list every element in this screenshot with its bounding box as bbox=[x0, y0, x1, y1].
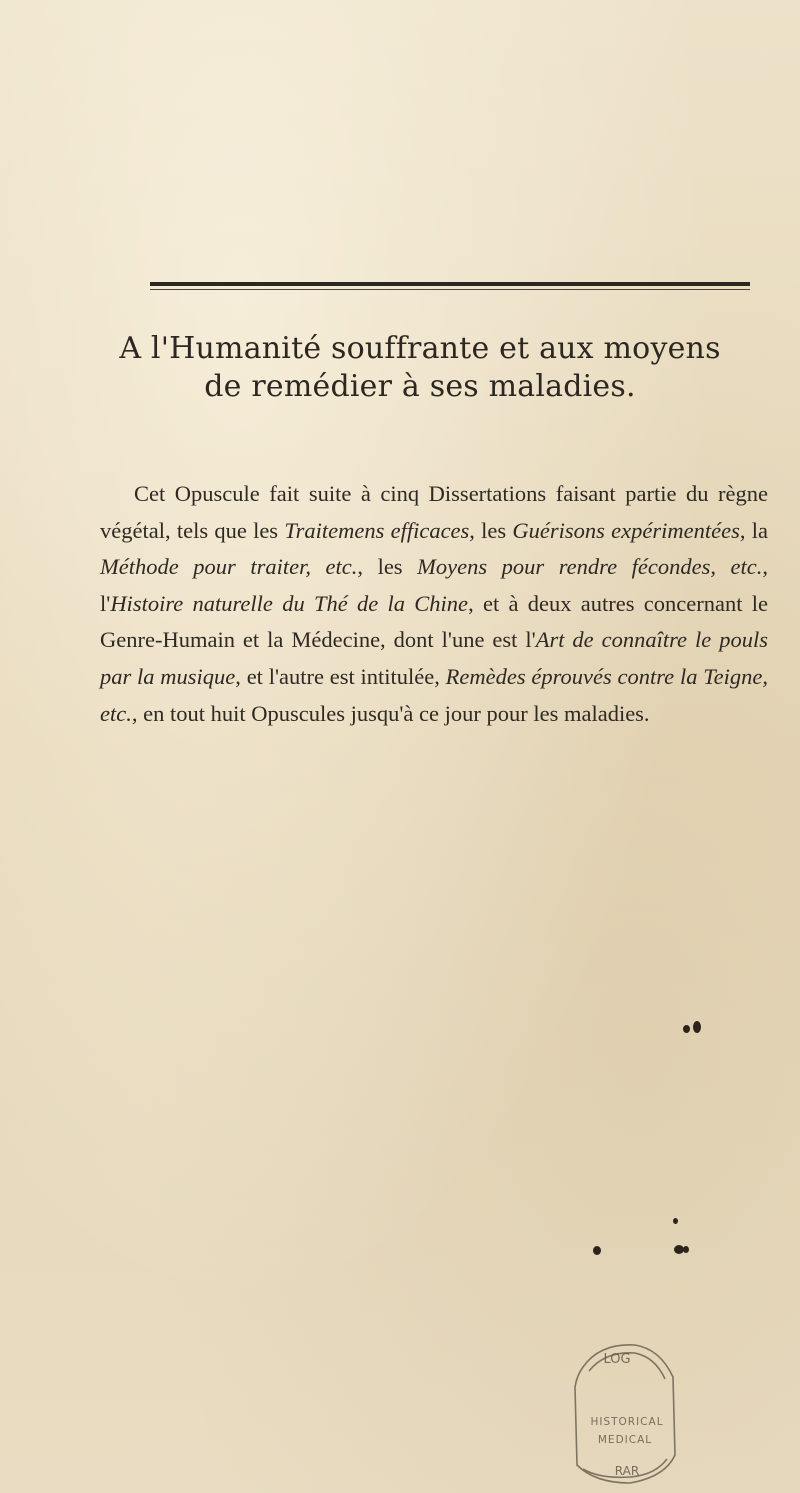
stamp-text-bottom: RAR bbox=[614, 1464, 640, 1478]
dedication-heading bbox=[60, 330, 780, 406]
text-segment: Cet Opuscule fait suite à cinq Dissertations faisant partie du règne végétal, tels que les bbox=[100, 481, 768, 543]
text-segment: , l' bbox=[100, 554, 768, 616]
title-traitemens: Traitemens efficaces bbox=[284, 517, 470, 543]
title-moyens: Moyens pour rendre fécondes, etc. bbox=[417, 554, 763, 580]
stamp-text-top: LOG bbox=[603, 1352, 631, 1367]
dedication-line-1: A l'Humanité souffrante et aux moyens bbox=[119, 331, 721, 366]
top-rule-thin bbox=[150, 289, 750, 290]
text-segment: , et l'autre est intitulée, bbox=[235, 663, 446, 689]
title-remedes: Remèdes éprouvés contre la Teigne, etc. bbox=[100, 663, 769, 726]
ink-spot bbox=[593, 1246, 601, 1255]
title-methode: Méthode pour traiter, etc. bbox=[100, 554, 358, 580]
body-paragraph bbox=[100, 476, 768, 732]
text-segment: , les bbox=[357, 554, 418, 580]
text-segment: , et à deux autres concernant le Genre-Humain et la Médecine, dont l'une est l' bbox=[100, 590, 768, 653]
stamp-text-line2: MEDICAL bbox=[597, 1434, 653, 1446]
ink-spot bbox=[683, 1246, 689, 1253]
title-histoire: Histoire naturelle du Thé de la Chine bbox=[110, 590, 469, 616]
dedication-line-2: de remédier à ses maladies. bbox=[204, 369, 636, 404]
text-segment: , en tout huit Opuscules jusqu'à ce jour pour les maladies. bbox=[131, 700, 650, 726]
stamp-text-line1: HISTORICAL bbox=[590, 1416, 664, 1428]
ink-spot bbox=[683, 1025, 690, 1033]
title-guerisons: Guérisons expérimentées bbox=[512, 517, 740, 543]
ink-spot bbox=[673, 1218, 678, 1224]
top-rule-thick bbox=[150, 282, 750, 286]
text-segment: , la bbox=[739, 517, 768, 543]
library-stamp bbox=[555, 1337, 685, 1487]
ink-spot bbox=[693, 1021, 701, 1033]
text-segment: , les bbox=[469, 517, 513, 543]
title-art-pouls: Art de connaître le pouls par la musique bbox=[100, 627, 768, 689]
